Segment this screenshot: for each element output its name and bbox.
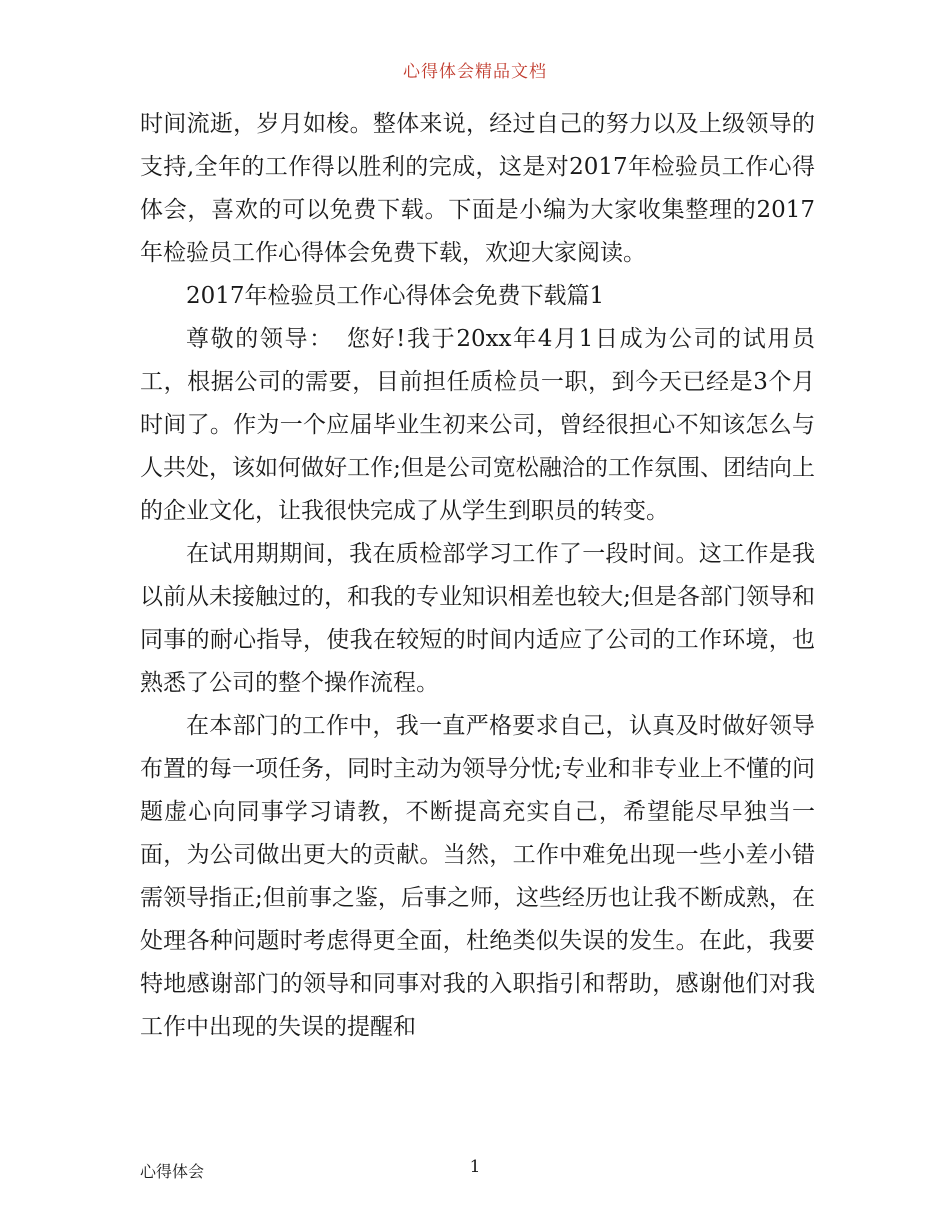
section-heading: 2017年检验员工作心得体会免费下载篇1 xyxy=(186,283,605,309)
document-body xyxy=(140,103,815,1049)
intro-paragraph: 时间流逝，岁月如梭。整体来说，经过自己的努力以及上级领导的支持,全年的工作得以胜利的完成，这是对2017年检验员工作心得体会，喜欢的可以免费下载。下面是小编为大家收集整理的2017年检验员工作心得体会免费下载，欢迎大家阅读。 xyxy=(140,111,815,266)
document-header: 心得体会精品文档 xyxy=(403,62,547,82)
body-paragraph: 尊敬的领导： 您好!我于20xx年4月1日成为公司的试用员工，根据公司的需要，目前担任质检员一职，到今天已经是3个月时间了。作为一个应届毕业生初来公司，曾经很担心不知该怎么与人共处，该如何做好工作;但是公司宽松融洽的工作氛围、团结向上的企业文化，让我很快完成了从学生到职员的转变。 xyxy=(140,326,815,524)
body-paragraph: 在试用期期间，我在质检部学习工作了一段时间。这工作是我以前从未接触过的，和我的专业知识相差也较大;但是各部门领导和同事的耐心指导，使我在较短的时间内适应了公司的工作环境，也熟悉了公司的整个操作流程。 xyxy=(140,541,815,696)
page-number: 1 xyxy=(469,1157,481,1177)
footer-label: 心得体会 xyxy=(140,1162,205,1181)
body-paragraph: 在本部门的工作中，我一直严格要求自己，认真及时做好领导布置的每一项任务，同时主动为领导分忧;专业和非专业上不懂的问题虚心向同事学习请教，不断提高充实自己，希望能尽早独当一面，为公司做出更大的贡献。当然，工作中难免出现一些小差小错需领导指正;但前事之鉴，后事之师，这些经历也让我不断成熟，在处理各种问题时考虑得更全面，杜绝类似失误的发生。在此，我要特地感谢部门的领导和同事对我的入职指引和帮助，感谢他们对我工作中出现的失误的提醒和 xyxy=(140,713,815,1040)
